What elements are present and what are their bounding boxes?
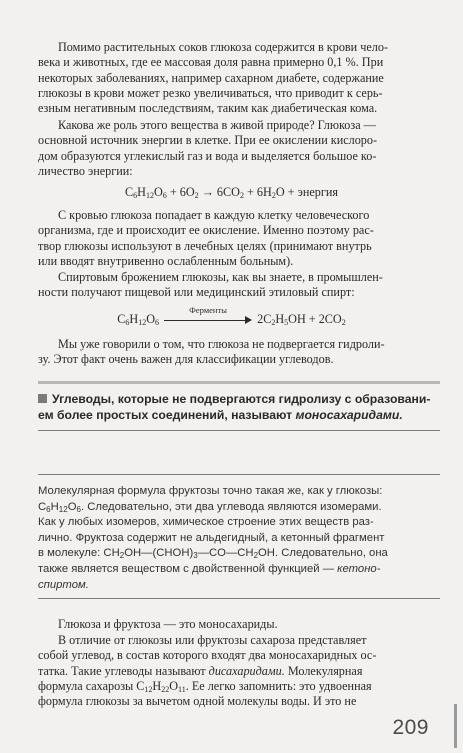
arrow-label: Ферменты [189,305,227,316]
text-line: собой углевод, в состав которого входят два моносахаридных ос- [38,648,377,663]
eq-sub: 2 [271,191,276,200]
note-text: OH—(CHOH) [124,547,194,560]
note-line: Молекулярная формула фруктозы точно такая же, как у глюкозы: [38,485,383,497]
eq-sub: 2 [341,318,346,327]
definition-line [38,391,440,407]
eq-text: H [275,312,285,326]
eq-sub: 6 [162,191,167,200]
note-fructose [38,484,436,593]
text-line: езным негативным последствиям, таким как диабетическая кома. [38,101,378,116]
eq-sub: 6 [133,191,138,200]
eq-sub: 6 [125,318,130,327]
paragraph-hydrolysis [38,337,438,368]
definition-text: Углеводы, которые не подвергаются гидролизу с образовани- [52,392,431,406]
text-line: зу. Этот факт очень важен для классификации углеводов. [38,352,334,367]
text-line: ности получают пищевой или медицинский этиловый спирт: [38,285,355,300]
square-bullet-icon [38,394,47,403]
eq-sub: 5 [284,318,289,327]
text-line [38,664,438,679]
text-span: H [152,678,162,693]
note-sub: 3 [193,551,198,561]
text-span: . Ее легко запомнить: это удвоенная [185,678,372,693]
term-ketone-alcohol: спиртом. [38,578,89,591]
formula-sub: 22 [161,684,170,694]
page-number-bar [454,704,457,748]
note-line [38,546,436,562]
note-text: OH. Следовательно, она [258,547,388,560]
definition-monosaccharides [38,391,440,423]
text-line: глюкозы в крови может резко увеличиваться, что приводит к серь- [38,85,383,100]
reaction-arrow-enzymes [162,305,254,326]
text-line: Мы уже говорили о том, что глюкоза не подвергается гидроли- [58,337,385,351]
page-number: 209 [392,716,429,739]
note-text: H [50,500,59,513]
eq-text: H [137,185,146,199]
text-line: формула глюкозы за вычетом одной молекулы воды. И это не [38,694,357,709]
arrow-head-icon [245,316,252,324]
note-text: в молекуле: CH [38,547,120,560]
equation-glucose-oxidation [0,185,463,200]
paragraph-sucrose [38,633,438,709]
text-line [38,679,438,694]
text-line: В отличие от глюкозы или фруктозы сахароза представляет [58,633,367,647]
text-line: или вводят внутривенно ослабленным больным). [38,253,294,268]
note-text: . Следовательно, эти два углевода являются изомерами. [80,500,382,513]
text-span: татка. Такие углеводы называют [38,663,209,678]
note-line [38,562,436,578]
definition-line [38,407,440,423]
formula-sub: 11 [178,684,186,694]
note-text: —CO—CH [197,547,254,560]
eq-text: OH + 2CO [288,312,342,326]
note-text: также является веществом с двойственной функцией — [38,562,338,575]
text-line: некоторых заболеваниях, например сахарном диабете, содержание [38,70,384,85]
definition-bottom-rule [38,430,440,431]
text-span: формула сахарозы C [38,678,145,693]
term-ketone-alcohol: кетоно- [337,562,381,575]
text-line: Глюкоза и фруктоза — это моносахариды. [58,617,278,631]
definition-top-rule [38,381,440,384]
text-line: С кровью глюкоза попадает в каждую клетку человеческого [58,208,370,222]
eq-sub: 2 [271,318,276,327]
eq-text: C [125,185,134,199]
eq-text: O [153,185,163,199]
eq-text: H [129,312,139,326]
text-line: организма, где и происходит ее окисление. Именно поэтому рас- [38,223,374,238]
paragraph-glucose-in-cells [38,208,438,269]
eq-text: 2C [257,312,272,326]
eq-text: O + энергия [275,185,338,199]
paragraph-glucose-in-blood [38,40,438,116]
note-sub: 6 [76,504,81,514]
arrow-line [164,320,246,321]
reaction-arrow: → [198,185,217,199]
note-text: O [67,500,77,513]
note-bottom-rule [38,598,440,599]
text-line: дом образуются углекислый газ и вода и выделяется большое ко- [38,148,377,163]
definition-text: ем более простых соединений, называют [38,408,296,422]
text-line: Какова же роль этого вещества в живой природе? Глюкоза — [58,118,376,132]
note-line: лично. Фруктоза содержит не альдегидный, а кетонный фрагмент [38,531,385,544]
eq-text: + 6H [243,185,272,199]
text-span: O [169,678,179,693]
text-line: века и животных, где ее массовая доля равна примерно 0,1 %. При [38,55,384,70]
text-line: основной источник энергии в клетке. При ее окислении кислоро- [38,133,378,148]
text-line: личество энергии: [38,163,133,178]
eq-text: C [117,312,126,326]
note-sub: 2 [253,551,259,561]
eq-sub: 12 [138,318,147,327]
term-disaccharides: дисахаридами. [208,663,285,678]
text-line: Помимо растительных соков глюкоза содержится в крови чело- [58,40,389,54]
eq-sub: 2 [239,191,244,200]
eq-sub: 12 [145,191,154,200]
note-sub: 6 [46,504,51,514]
text-line: твор глюкозы используют в лечебных целях (принимают внутрь [38,238,372,253]
formula-sub: 12 [144,684,153,694]
text-line: Спиртовым брожением глюкозы, как вы знаете, в промышлен- [58,270,383,284]
eq-text: O [146,312,155,326]
paragraph-monosaccharides [38,617,438,632]
note-top-rule [38,474,440,475]
note-line [38,500,436,516]
text-span: Молекулярная [284,663,363,678]
note-line: Как у любых изомеров, химическое строение этих веществ раз- [38,516,374,529]
equation-fermentation [0,305,463,327]
paragraph-glucose-role [38,118,438,179]
note-sub: 12 [58,504,68,514]
term-monosaccharides: моносахаридами. [295,408,403,422]
note-text: C [38,500,47,513]
eq-sub: 2 [194,191,199,200]
eq-sub: 6 [155,318,159,327]
eq-text: 6CO [216,185,240,199]
note-sub: 2 [119,551,125,561]
eq-text: + 6O [166,185,195,199]
paragraph-fermentation [38,270,438,301]
note-line [38,578,436,594]
